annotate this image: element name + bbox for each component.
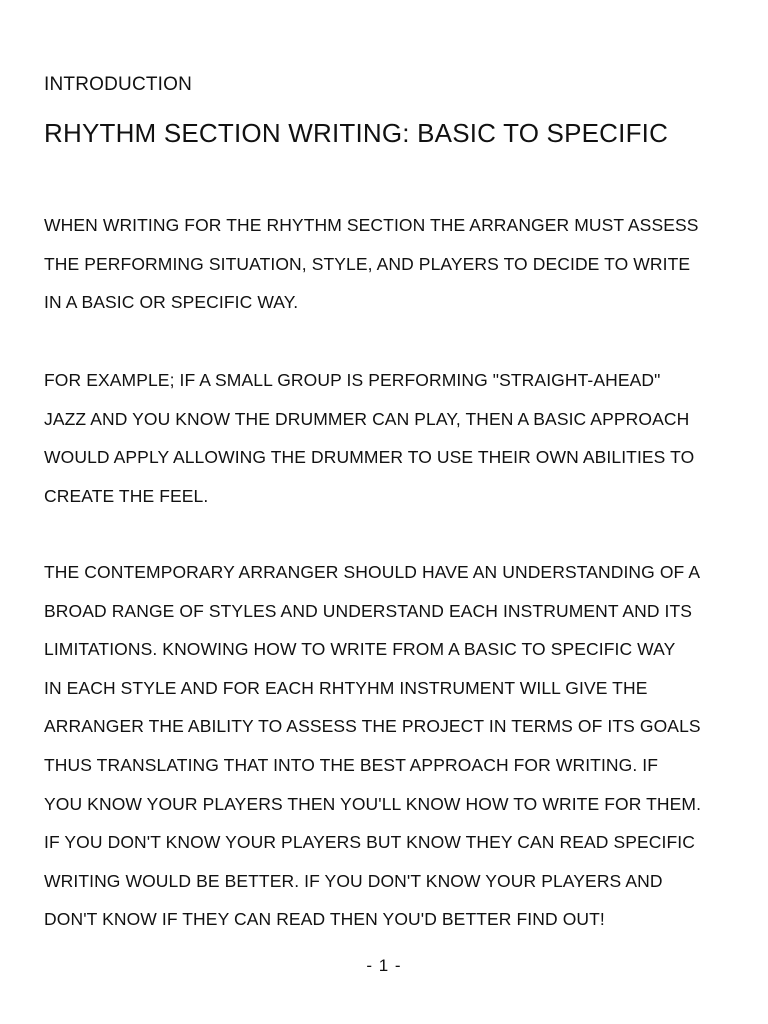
paragraph-line: DON'T KNOW IF THEY CAN READ THEN YOU'D BETTER FIND OUT! (44, 909, 605, 930)
paragraph-writing-approach (44, 206, 699, 322)
paragraph-line: LIMITATIONS. KNOWING HOW TO WRITE FROM A BASIC TO SPECIFIC WAY (44, 639, 676, 660)
paragraph-line: WHEN WRITING FOR THE RHYTHM SECTION THE ARRANGER MUST ASSESS (44, 215, 699, 235)
paragraph-line: YOU KNOW YOUR PLAYERS THEN YOU'LL KNOW HOW TO WRITE FOR THEM. (44, 793, 702, 814)
paragraph-line: THE PERFORMING SITUATION, STYLE, AND PLAYERS TO DECIDE TO WRITE (44, 253, 691, 274)
paragraph-line: JAZZ AND YOU KNOW THE DRUMMER CAN PLAY, THEN A BASIC APPROACH (44, 408, 690, 429)
paragraph-line: IN A BASIC OR SPECIFIC WAY. (44, 292, 299, 313)
page-number: - 1 - (366, 956, 402, 975)
paragraph-line: WOULD APPLY ALLOWING THE DRUMMER TO USE THEIR OWN ABILITIES TO (44, 447, 695, 468)
paragraph-line: FOR EXAMPLE; IF A SMALL GROUP IS PERFORMING "STRAIGHT-AHEAD" (44, 370, 661, 390)
paragraph-line: IF YOU DON'T KNOW YOUR PLAYERS BUT KNOW THEY CAN READ SPECIFIC (44, 832, 695, 853)
paragraph-line: CREATE THE FEEL. (44, 485, 209, 506)
paragraph-example (44, 361, 694, 515)
paragraph-line: THUS TRANSLATING THAT INTO THE BEST APPROACH FOR WRITING. IF (44, 754, 659, 775)
paragraph-line: WRITING WOULD BE BETTER. IF YOU DON'T KNOW YOUR PLAYERS AND (44, 870, 663, 891)
paragraph-contemporary-arranger (44, 553, 701, 939)
paragraph-line: IN EACH STYLE AND FOR EACH RHTYHM INSTRUMENT WILL GIVE THE (44, 677, 648, 698)
document-title: RHYTHM SECTION WRITING: BASIC TO SPECIFIC (44, 118, 669, 148)
paragraph-line: THE CONTEMPORARY ARRANGER SHOULD HAVE AN UNDERSTANDING OF A (44, 562, 701, 582)
paragraph-line: ARRANGER THE ABILITY TO ASSESS THE PROJECT IN TERMS OF ITS GOALS (44, 716, 701, 737)
section-label: INTRODUCTION (44, 74, 193, 95)
paragraph-line: BROAD RANGE OF STYLES AND UNDERSTAND EACH INSTRUMENT AND ITS (44, 600, 693, 621)
